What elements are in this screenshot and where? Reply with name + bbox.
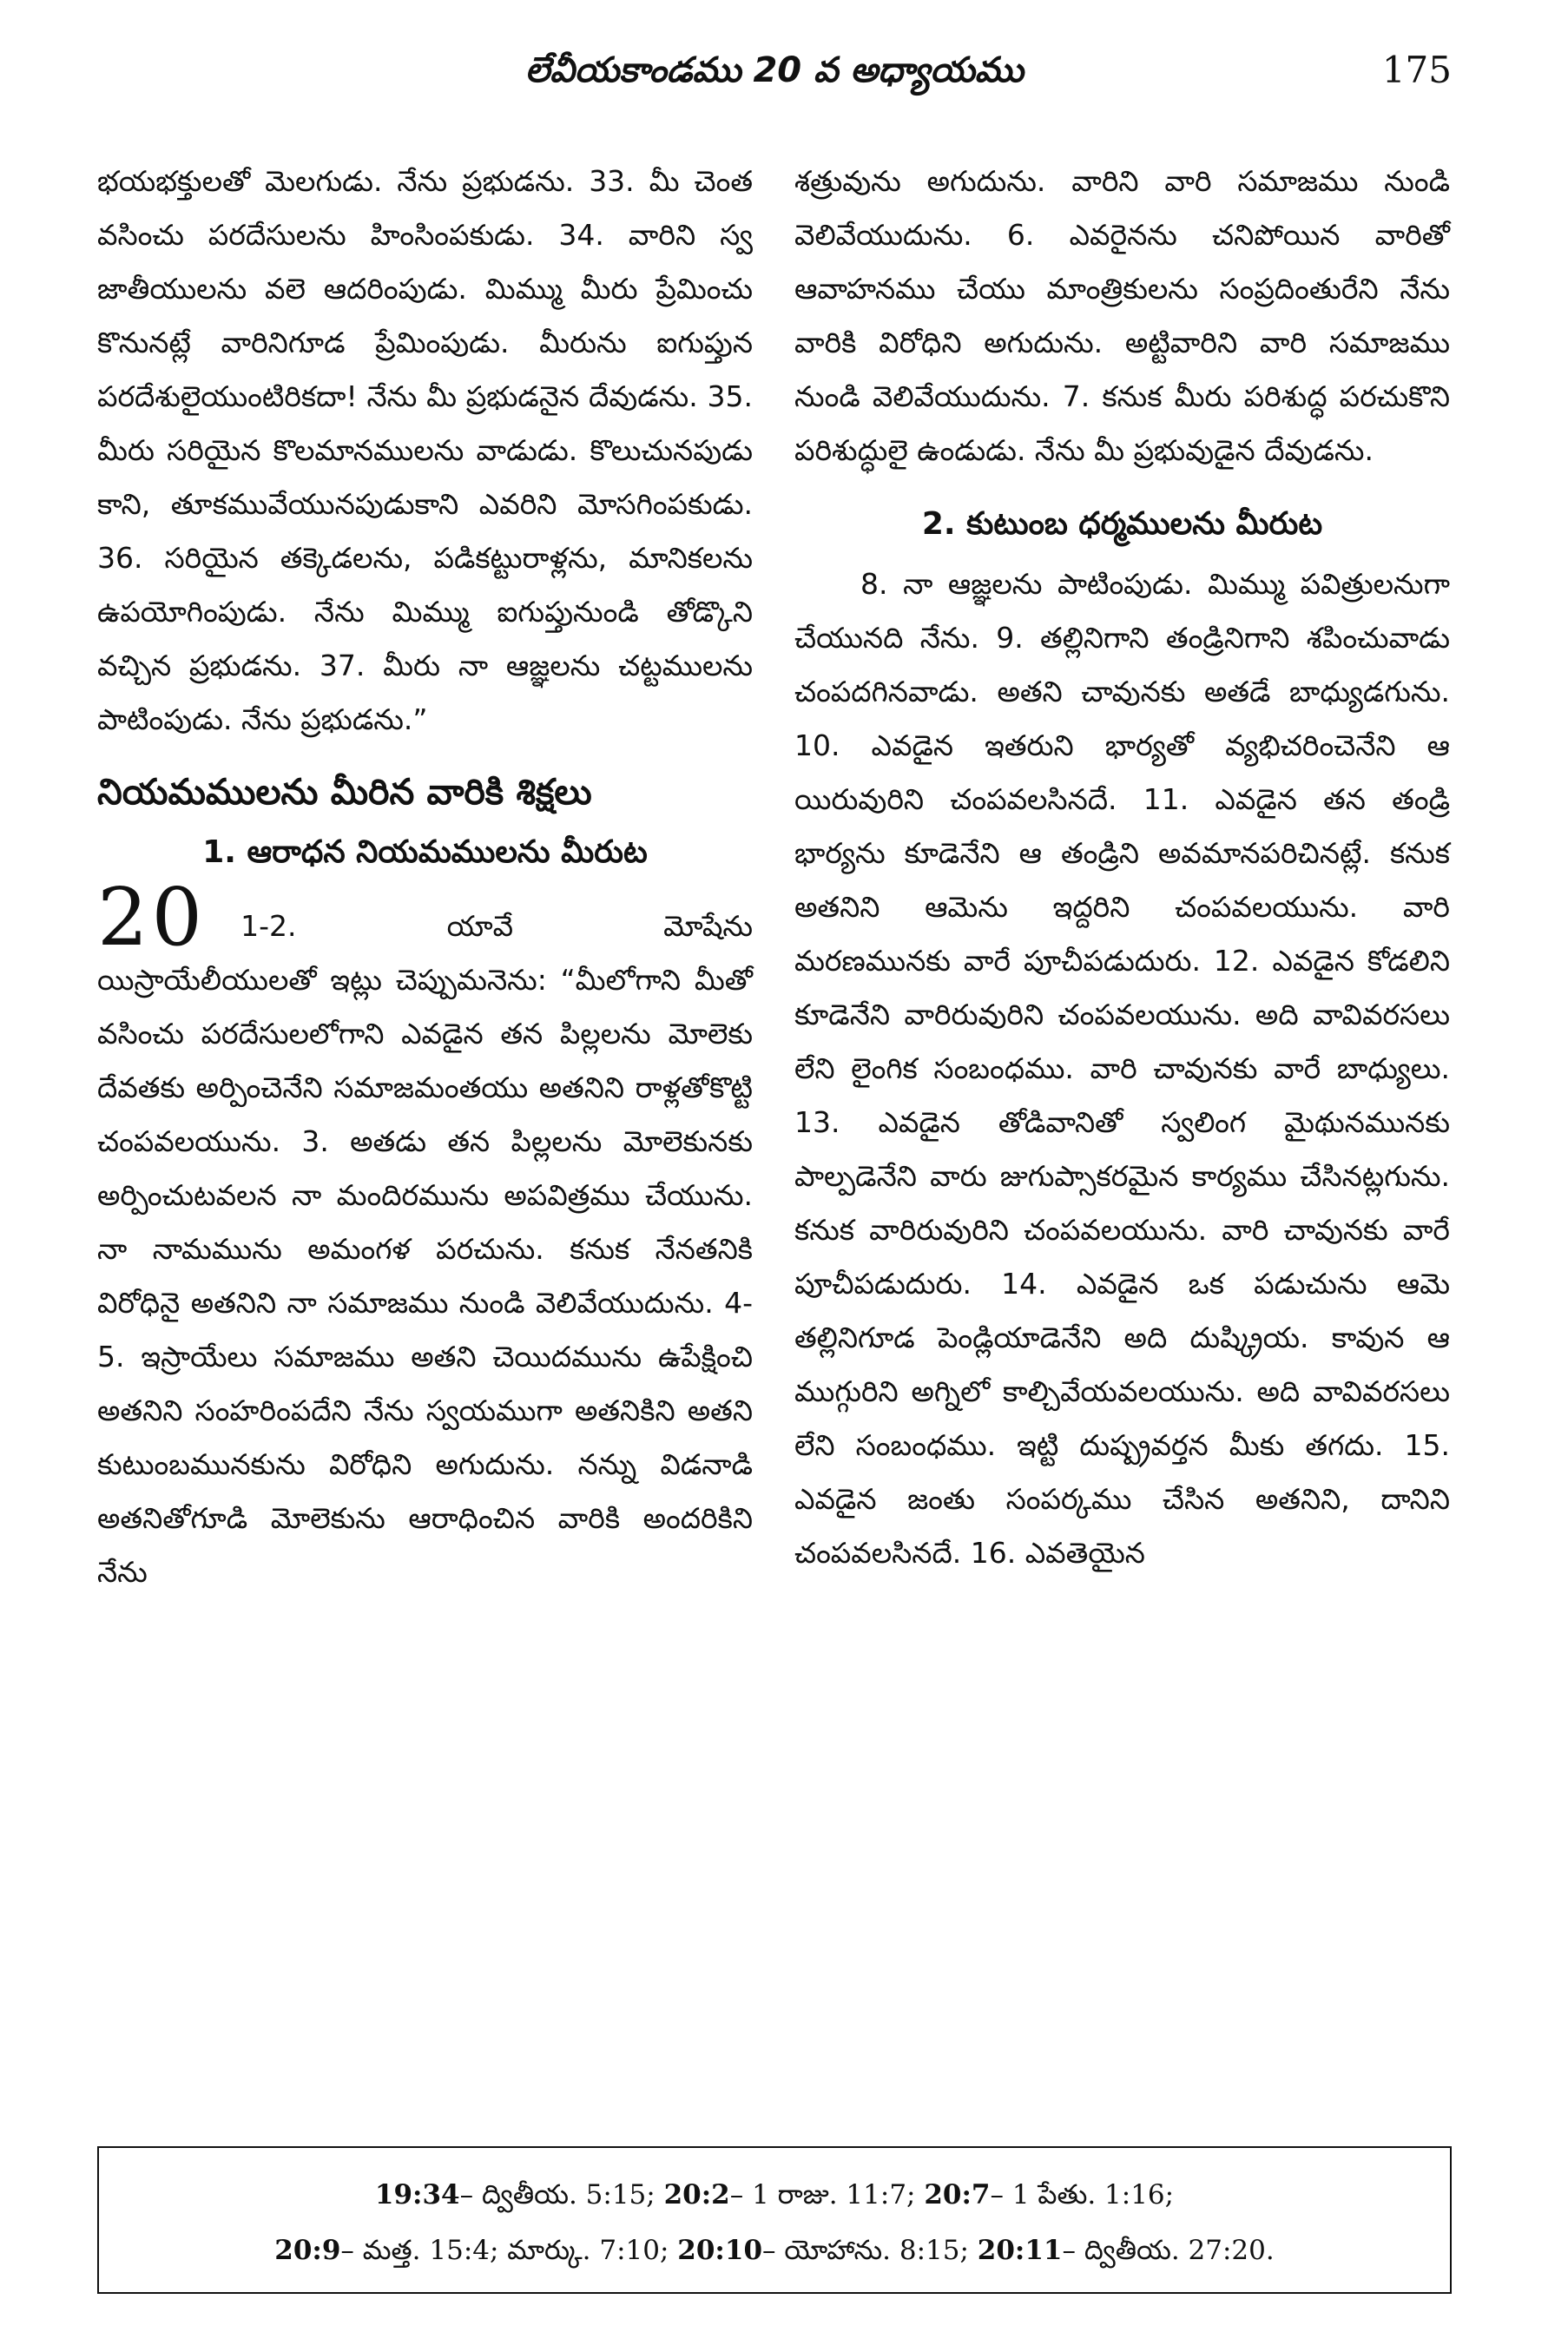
chapter-first-line: 1-2. యావే వెూషేను xyxy=(240,909,753,943)
reference-key: 20:7 xyxy=(924,2179,991,2210)
chapter-opening xyxy=(97,871,753,964)
reference-text: – 1 పేతు. 1:16; xyxy=(990,2179,1175,2210)
section-heading: నియమములను మీరిన వారికి శిక్షలు xyxy=(97,771,592,813)
reference-key: 20:10 xyxy=(677,2235,763,2266)
subsection-heading: 1. ఆరాధన నియమములను మీరుట xyxy=(202,834,648,870)
reference-key: 19:34 xyxy=(374,2179,460,2210)
reference-text: – 1 రాజు. 11:7; xyxy=(729,2179,925,2210)
verse-paragraph: భయభక్తులతో మెలగుడు. నేను ప్రభుడను. 33. మీ చెంత వసించు పరదేసులను హింసింపకుడు. 34. వారిని స్వ జాతీయులను వలె ఆదరింపుడు. మిమ్ము మీరు ప్రేమించు కొనునట్లే వారినిగూడ ప్రేమింపుడు. మీరును ఐగుప్తున పరదేశులైయుంటిరికదా! నేను మీ ప్రభుడనైన దేవుడను. 35. మీరు సరియైన కొలమానములను వాడుడు. కొలుచునపుడు కాని, తూకమువేయునపుడుకాని ఎవరిని మోసగింపకుడు. 36. సరియైన తక్కెడలను, పడికట్టురాళ్లను, మానికలను ఉపయోగింపుడు. నేను మిమ్ము ఐగుప్తునుండి తోడ్కొని వచ్చిన ప్రభుడను. 37. మీరు నా ఆజ్ఞలను చట్టములను పాటింపుడు. నేను ప్రభుడను.” xyxy=(97,164,753,736)
page-number: 175 xyxy=(1381,49,1452,91)
reference-key: 20:2 xyxy=(663,2179,730,2210)
cross-reference-box xyxy=(97,2146,1452,2294)
cross-reference-line xyxy=(99,2167,1450,2223)
reference-text: – మత్త. 15:4; మార్కు. 7:10; xyxy=(340,2235,678,2266)
reference-key: 20:11 xyxy=(977,2235,1063,2266)
subsection-heading: 2. కుటుంబ ధర్మములను మీరుట xyxy=(921,506,1323,542)
reference-text: – ద్వితీయ. 27:20. xyxy=(1062,2235,1275,2266)
reference-text: – యోహాను. 8:15; xyxy=(762,2235,978,2266)
verse-paragraph: 8. నా ఆజ్ఞలను పాటింపుడు. మిమ్ము పవిత్రులనుగా చేయునది నేను. 9. తల్లినిగాని తండ్రినిగాని శపించువాడు చంపదగినవాడు. అతని చావునకు అతడే బాధ్యుడగును. 10. ఎవడైన ఇతరుని భార్యతో వ్యభిచరించెనేని ఆ యిరువురిని చంపవలసినదే. 11. ఎవడైన తన తండ్రి భార్యను కూడెనేని ఆ తండ్రిని అవమానపరిచినట్లే. కనుక అతనిని ఆమెను ఇద్దరిని చంపవలయును. వారి మరణమునకు వారే పూచీపడుదురు. 12. ఎవడైన కోడలిని కూడెనేని వారిరువురిని చంపవలయును. అది వావివరసలు లేని లైంగిక సంబంధము. వారి చావునకు వారే బాధ్యులు. 13. ఎవడైన తోడివానితో స్వలింగ మైథునమునకు పాల్పడెనేని వారు జుగుప్సాకరమైన కార్యము చేసినట్లగును. కనుక వారిరువురిని చంపవలయును. వారి చావునకు వారే పూచీపడుదురు. 14. ఎవడైన ఒక పడుచును ఆమె తల్లినిగూడ పెండ్లియాడెనేని అది దుష్క్రియ. కావున ఆ ముగ్గురిని అగ్నిలో కాల్చివేయవలయును. అది వావివరసలు లేని సంబంధము. ఇట్టి దుష్ప్రవర్తన మీకు తగదు. 15. ఎవడైన జంతు సంపర్కము చేసిన అతనిని, దానిని చంపవలసినదే. 16. ఎవతెయైన xyxy=(794,567,1450,1570)
running-title: లేవీయకాండము 20 వ అధ్యాయము xyxy=(525,50,1024,90)
cross-reference-line xyxy=(99,2223,1450,2278)
chapter-number: 20 xyxy=(97,871,207,964)
verse-paragraph: యిస్రాయేలీయులతో ఇట్లు చెప్పుమనెను: “మీలోగాని మీతో వసించు పరదేసులలోగాని ఎవడైన తన పిల్లలను మోలెకు దేవతకు అర్పించెనేని సమాజమంతయు అతనిని రాళ్లతోకొట్టి చంపవలయును. 3. అతడు తన పిల్లలను మోలెకునకు అర్పించుటవలన నా మందిరమును అపవిత్రము చేయును. నా నామమును అమంగళ పరచును. కనుక నేనతనికి విరోధినై అతనిని నా సమాజము నుండి వెలివేయుదును. 4-5. ఇస్రాయేలు సమాజము అతని చెయిదమును ఉపేక్షించి అతనిని సంహరింపదేని నేను స్వయముగా అతనికిని అతని కుటుంబమునకును విరోధిని అగుదును. నన్ను విడనాడి అతనితోగూడి మోలెకును ఆరాధించిన వారికి అందరికిని నేను xyxy=(97,963,753,1589)
reference-key: 20:9 xyxy=(274,2235,341,2266)
reference-text: – ద్వితీయ. 5:15; xyxy=(459,2179,664,2210)
page-header xyxy=(97,42,1452,111)
verse-paragraph: శత్రువును అగుదును. వారిని వారి సమాజము నుండి వెలివేయుదును. 6. ఎవరైనను చనిపోయిన వారితో ఆవాహనము చేయు మాంత్రికులను సంప్రదింతురేని నేను వారికి విరోధిని అగుదును. అట్టివారిని వారి సమాజము నుండి వెలివేయుదును. 7. కనుక మీరు పరిశుద్ధ పరచుకొని పరిశుద్ధులై ఉండుడు. నేను మీ ప్రభువుడైన దేవుడను. xyxy=(794,164,1450,467)
right-column xyxy=(794,155,1450,1580)
left-column xyxy=(97,155,753,1599)
